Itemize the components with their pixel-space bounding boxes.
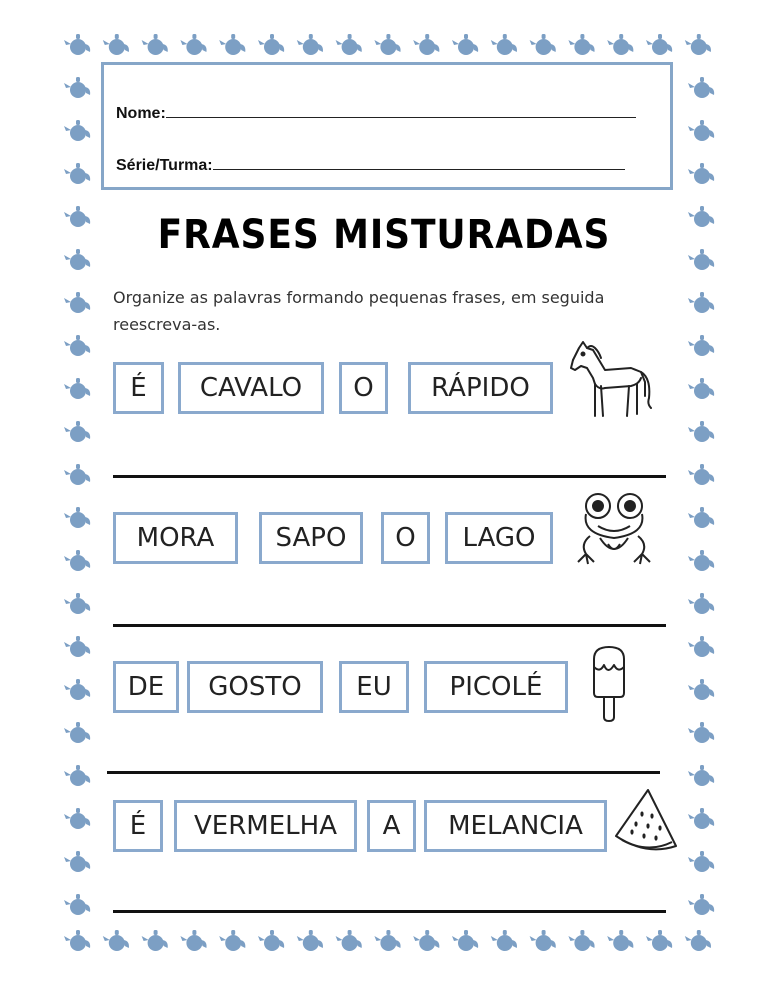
class-label: Série/Turma: bbox=[116, 157, 213, 174]
word-box: É bbox=[113, 800, 163, 852]
answer-line[interactable] bbox=[113, 475, 666, 478]
word-box: GOSTO bbox=[187, 661, 323, 713]
border-teapot bbox=[64, 464, 90, 485]
border-teapot bbox=[688, 679, 714, 700]
student-info-box bbox=[101, 62, 673, 190]
border-teapot bbox=[530, 34, 556, 55]
word-box: PICOLÉ bbox=[424, 661, 568, 713]
answer-line[interactable] bbox=[107, 771, 660, 774]
word-box: MORA bbox=[113, 512, 238, 564]
border-teapot bbox=[374, 34, 400, 55]
border-teapot bbox=[413, 34, 439, 55]
decorative-border-left bbox=[58, 28, 98, 962]
border-teapot bbox=[103, 930, 129, 951]
border-teapot bbox=[413, 930, 439, 951]
border-teapot bbox=[297, 34, 323, 55]
border-teapot bbox=[688, 765, 714, 786]
border-teapot bbox=[336, 930, 362, 951]
word-box: SAPO bbox=[259, 512, 363, 564]
border-teapot bbox=[64, 636, 90, 657]
border-teapot bbox=[688, 335, 714, 356]
page-title: FRASES MISTURADAS bbox=[157, 212, 611, 258]
border-teapot bbox=[219, 930, 245, 951]
border-teapot bbox=[688, 292, 714, 313]
border-teapot bbox=[607, 34, 633, 55]
word-box: CAVALO bbox=[178, 362, 324, 414]
border-teapot bbox=[258, 34, 284, 55]
border-teapot bbox=[452, 34, 478, 55]
class-field bbox=[116, 157, 625, 175]
border-teapot bbox=[64, 335, 90, 356]
popsicle-picture bbox=[590, 645, 628, 723]
answer-line[interactable] bbox=[113, 910, 666, 913]
border-teapot bbox=[64, 163, 90, 184]
border-teapot bbox=[491, 930, 517, 951]
border-teapot bbox=[142, 930, 168, 951]
border-teapot bbox=[688, 77, 714, 98]
border-teapot bbox=[374, 930, 400, 951]
border-teapot bbox=[688, 808, 714, 829]
border-teapot bbox=[688, 851, 714, 872]
decorative-border-right bbox=[684, 28, 724, 962]
border-teapot bbox=[64, 550, 90, 571]
word-box: A bbox=[367, 800, 416, 852]
border-teapot bbox=[688, 636, 714, 657]
word-box: RÁPIDO bbox=[408, 362, 553, 414]
word-box: É bbox=[113, 362, 164, 414]
border-teapot bbox=[64, 421, 90, 442]
border-teapot bbox=[64, 765, 90, 786]
class-write-line[interactable] bbox=[213, 168, 625, 170]
border-teapot bbox=[688, 378, 714, 399]
border-teapot bbox=[607, 930, 633, 951]
border-teapot bbox=[688, 421, 714, 442]
word-box: EU bbox=[339, 661, 409, 713]
border-teapot bbox=[64, 77, 90, 98]
border-teapot bbox=[64, 292, 90, 313]
border-teapot bbox=[491, 34, 517, 55]
name-field bbox=[116, 105, 636, 123]
answer-line[interactable] bbox=[113, 624, 666, 627]
word-box: DE bbox=[113, 661, 179, 713]
word-box: MELANCIA bbox=[424, 800, 607, 852]
border-teapot bbox=[180, 34, 206, 55]
border-teapot bbox=[258, 930, 284, 951]
border-teapot bbox=[219, 34, 245, 55]
watermelon-picture bbox=[612, 786, 678, 856]
border-teapot bbox=[568, 930, 594, 951]
border-teapot bbox=[103, 34, 129, 55]
border-teapot bbox=[688, 464, 714, 485]
decorative-border-bottom bbox=[60, 926, 720, 962]
border-teapot bbox=[688, 163, 714, 184]
border-teapot bbox=[64, 851, 90, 872]
border-teapot bbox=[646, 930, 672, 951]
border-teapot bbox=[336, 34, 362, 55]
border-teapot bbox=[688, 894, 714, 915]
border-teapot bbox=[64, 120, 90, 141]
border-teapot bbox=[142, 34, 168, 55]
border-teapot bbox=[64, 378, 90, 399]
border-teapot bbox=[688, 722, 714, 743]
word-box: O bbox=[339, 362, 388, 414]
word-box: LAGO bbox=[445, 512, 553, 564]
border-teapot bbox=[688, 593, 714, 614]
border-teapot bbox=[297, 930, 323, 951]
border-teapot bbox=[568, 34, 594, 55]
border-teapot bbox=[64, 507, 90, 528]
decorative-border-top bbox=[60, 28, 720, 64]
border-teapot bbox=[64, 679, 90, 700]
border-teapot bbox=[688, 507, 714, 528]
border-teapot bbox=[64, 894, 90, 915]
word-box: VERMELHA bbox=[174, 800, 357, 852]
border-teapot bbox=[180, 930, 206, 951]
border-teapot bbox=[64, 808, 90, 829]
border-teapot bbox=[452, 930, 478, 951]
frog-picture bbox=[572, 488, 658, 570]
word-box: O bbox=[381, 512, 430, 564]
border-teapot bbox=[530, 930, 556, 951]
name-label: Nome: bbox=[116, 105, 166, 122]
instructions-text: Organize as palavras formando pequenas frases, em seguida reescreva-as. bbox=[113, 288, 605, 334]
horse-picture bbox=[565, 338, 655, 420]
border-teapot bbox=[64, 722, 90, 743]
border-teapot bbox=[646, 34, 672, 55]
border-teapot bbox=[688, 550, 714, 571]
name-write-line[interactable] bbox=[166, 116, 636, 118]
border-teapot bbox=[64, 593, 90, 614]
border-teapot bbox=[688, 120, 714, 141]
